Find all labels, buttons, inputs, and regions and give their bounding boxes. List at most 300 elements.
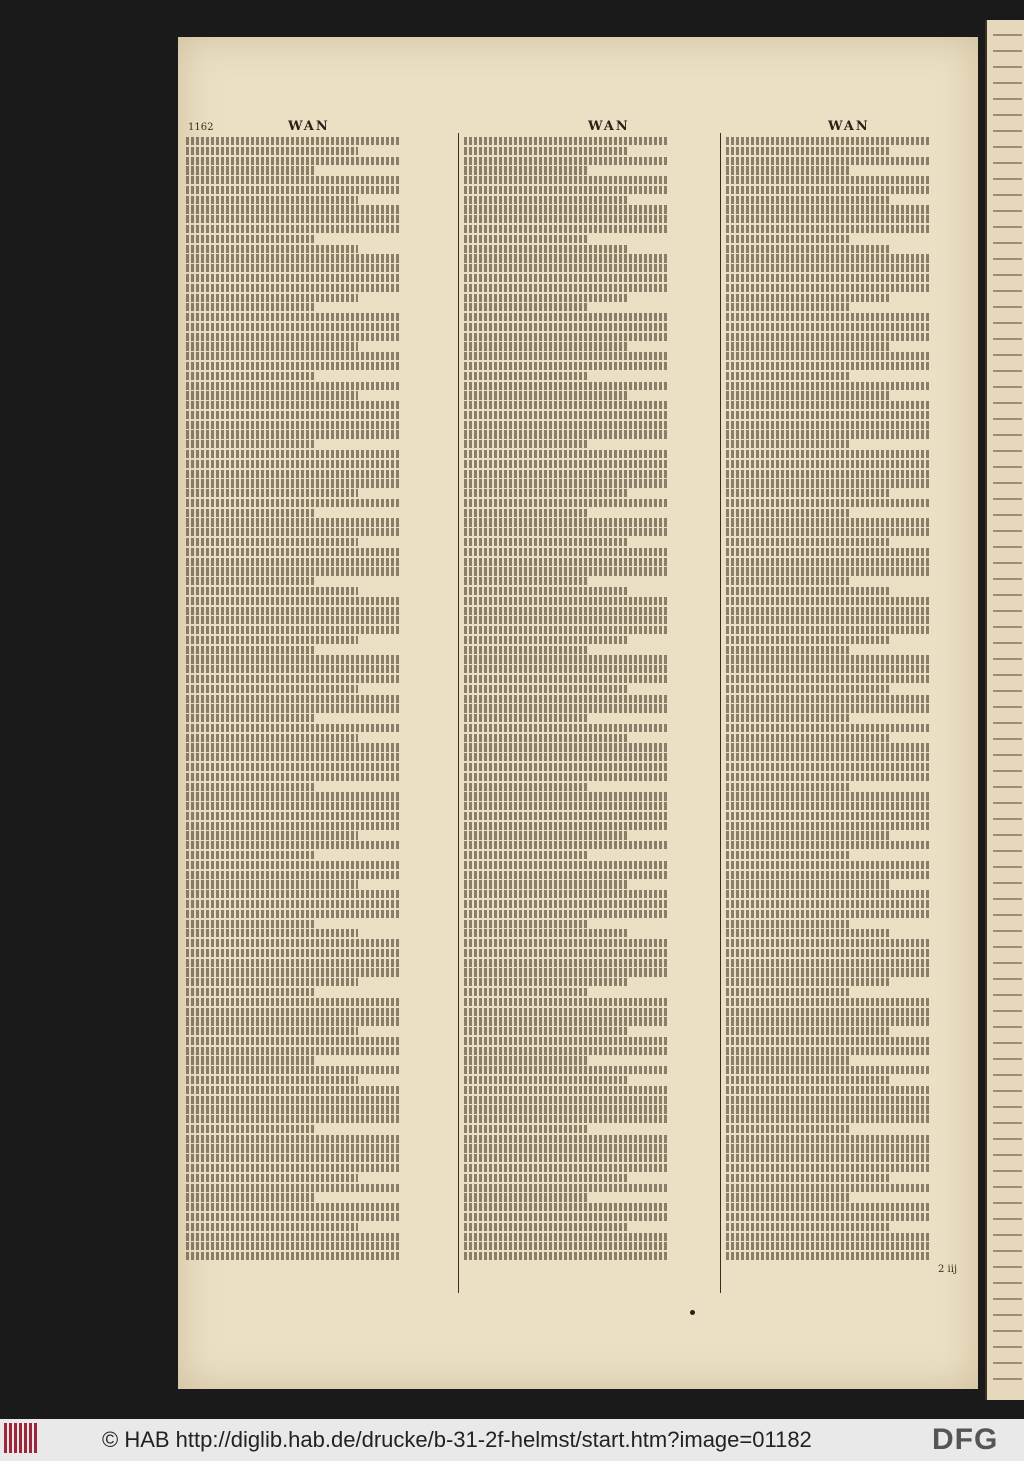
text-line: [464, 1076, 628, 1084]
text-line: [186, 430, 401, 438]
text-line: [186, 313, 401, 321]
text-line: [464, 137, 669, 145]
text-line: [464, 998, 669, 1006]
text-line: [464, 157, 669, 165]
text-line: [726, 430, 931, 438]
text-line: [464, 714, 587, 722]
text-line: [464, 665, 669, 673]
text-line: [726, 607, 931, 615]
text-line: [186, 205, 401, 213]
text-line: [464, 1017, 669, 1025]
text-line: [464, 1096, 669, 1104]
text-line: [726, 303, 849, 311]
text-line: [186, 978, 358, 986]
text-line: [186, 587, 358, 595]
text-line: [464, 910, 669, 918]
text-line: [726, 528, 931, 536]
text-line: [186, 489, 358, 497]
catchword: 2 iij: [938, 1264, 958, 1275]
text-line: [464, 254, 669, 262]
text-line: [186, 949, 401, 957]
text-line: [726, 1233, 931, 1241]
text-line: [993, 450, 1022, 452]
text-line: [464, 1056, 587, 1064]
text-line: [186, 1233, 401, 1241]
text-line: [993, 50, 1022, 52]
text-line: [186, 284, 401, 292]
text-line: [726, 978, 890, 986]
text-line: [464, 264, 669, 272]
text-line: [464, 391, 628, 399]
text-line: [464, 783, 587, 791]
text-line: [464, 880, 628, 888]
text-line: [726, 626, 931, 634]
text-line: [186, 264, 401, 272]
text-line: [726, 724, 931, 732]
text-line: [186, 470, 401, 478]
text-line: [464, 978, 628, 986]
text-line: [726, 1144, 931, 1152]
text-line: [993, 162, 1022, 164]
text-line: [726, 1252, 931, 1260]
text-line: [464, 401, 669, 409]
text-line: [186, 939, 401, 947]
text-line: [993, 626, 1022, 628]
text-line: [726, 988, 849, 996]
text-line: [186, 225, 401, 233]
text-line: [726, 763, 931, 771]
text-line: [726, 460, 931, 468]
text-line: [726, 831, 890, 839]
text-line: [993, 1234, 1022, 1236]
text-line: [186, 323, 401, 331]
text-line: [464, 626, 669, 634]
text-line: [726, 1047, 931, 1055]
text-line: [726, 792, 931, 800]
text-line: [726, 323, 931, 331]
text-line: [726, 137, 931, 145]
text-line: [726, 1037, 931, 1045]
text-line: [726, 675, 931, 683]
text-line: [464, 1193, 587, 1201]
text-line: [726, 333, 931, 341]
text-line: [726, 342, 890, 350]
text-line: [464, 792, 669, 800]
text-line: [726, 587, 890, 595]
text-line: [464, 1105, 669, 1113]
text-line: [186, 577, 315, 585]
text-line: [726, 1164, 931, 1172]
text-line: [186, 479, 401, 487]
text-line: [726, 939, 931, 947]
text-line: [464, 528, 669, 536]
text-line: [726, 577, 849, 585]
text-column-3: [726, 137, 931, 1262]
text-line: [993, 370, 1022, 372]
hab-logo-icon: [4, 1423, 48, 1457]
text-line: [726, 597, 931, 605]
text-line: [726, 186, 931, 194]
text-line: [726, 1135, 931, 1143]
text-line: [186, 675, 401, 683]
text-line: [464, 871, 669, 879]
text-line: [726, 734, 890, 742]
text-line: [464, 284, 669, 292]
text-line: [993, 1266, 1022, 1268]
text-line: [993, 498, 1022, 500]
text-line: [726, 646, 849, 654]
text-line: [186, 1203, 401, 1211]
text-line: [726, 264, 931, 272]
text-line: [186, 342, 358, 350]
text-line: [726, 518, 931, 526]
column-head-3: WAN: [828, 119, 870, 134]
text-line: [726, 1125, 849, 1133]
text-line: [186, 1096, 401, 1104]
text-line: [186, 607, 401, 615]
text-line: [726, 861, 931, 869]
text-line: [726, 802, 931, 810]
dfg-logo: DFG: [932, 1423, 999, 1456]
text-line: [993, 466, 1022, 468]
text-line: [464, 841, 669, 849]
text-line: [993, 722, 1022, 724]
text-line: [464, 1144, 669, 1152]
text-line: [464, 342, 628, 350]
text-line: [726, 1105, 931, 1113]
text-line: [726, 1017, 931, 1025]
text-line: [464, 470, 669, 478]
text-line: [464, 479, 669, 487]
text-line: [993, 658, 1022, 660]
text-line: [464, 597, 669, 605]
text-line: [186, 871, 401, 879]
text-line: [186, 763, 401, 771]
text-line: [464, 743, 669, 751]
text-line: [993, 690, 1022, 692]
text-line: [464, 205, 669, 213]
text-line: [186, 450, 401, 458]
text-line: [726, 254, 931, 262]
text-line: [186, 597, 401, 605]
text-line: [726, 998, 931, 1006]
text-line: [726, 616, 931, 624]
text-line: [464, 773, 669, 781]
text-line: [186, 783, 315, 791]
text-line: [993, 1314, 1022, 1316]
text-line: [186, 890, 401, 898]
text-line: [993, 850, 1022, 852]
text-line: [726, 196, 890, 204]
text-line: [186, 959, 401, 967]
text-line: [186, 509, 315, 517]
text-line: [464, 186, 669, 194]
text-line: [464, 636, 628, 644]
text-line: [726, 1027, 890, 1035]
text-line: [993, 834, 1022, 836]
text-line: [186, 1242, 401, 1250]
text-line: [993, 322, 1022, 324]
text-line: [186, 528, 401, 536]
text-line: [186, 1076, 358, 1084]
text-line: [726, 665, 931, 673]
text-line: [993, 914, 1022, 916]
text-line: [464, 851, 587, 859]
text-line: [464, 577, 587, 585]
text-line: [186, 362, 401, 370]
text-line: [186, 303, 315, 311]
text-line: [726, 1066, 931, 1074]
text-line: [726, 352, 931, 360]
text-line: [186, 861, 401, 869]
text-line: [186, 333, 401, 341]
adjacent-page-edge: [985, 20, 1024, 1400]
text-line: [464, 929, 628, 937]
text-line: [993, 786, 1022, 788]
text-line: [993, 354, 1022, 356]
text-line: [726, 313, 931, 321]
text-line: [726, 489, 890, 497]
text-line: [726, 274, 931, 282]
text-line: [993, 962, 1022, 964]
text-line: [726, 968, 931, 976]
text-line: [186, 196, 358, 204]
text-line: [186, 1144, 401, 1152]
text-line: [186, 1086, 401, 1094]
text-line: [186, 411, 401, 419]
text-line: [993, 1170, 1022, 1172]
text-line: [464, 294, 628, 302]
text-line: [464, 489, 628, 497]
text-line: [726, 411, 931, 419]
text-line: [186, 724, 401, 732]
text-line: [726, 205, 931, 213]
text-line: [993, 1298, 1022, 1300]
text-line: [726, 714, 849, 722]
text-line: [186, 421, 401, 429]
text-line: [726, 372, 849, 380]
text-line: [464, 1174, 628, 1182]
text-line: [186, 1164, 401, 1172]
page-dot: [690, 1310, 695, 1315]
text-line: [464, 655, 669, 663]
text-line: [993, 594, 1022, 596]
text-line: [186, 655, 401, 663]
text-line: [726, 636, 890, 644]
text-line: [464, 382, 669, 390]
text-line: [464, 685, 628, 693]
text-line: [993, 306, 1022, 308]
text-line: [186, 567, 401, 575]
text-line: [186, 773, 401, 781]
text-line: [464, 1213, 669, 1221]
text-line: [993, 562, 1022, 564]
text-line: [186, 538, 358, 546]
text-line: [993, 1090, 1022, 1092]
text-line: [726, 1203, 931, 1211]
text-line: [993, 754, 1022, 756]
text-line: [186, 274, 401, 282]
text-line: [993, 818, 1022, 820]
text-line: [993, 674, 1022, 676]
text-line: [464, 890, 669, 898]
text-line: [464, 558, 669, 566]
text-line: [464, 509, 587, 517]
text-line: [464, 763, 669, 771]
text-line: [464, 1135, 669, 1143]
column-rule: [458, 133, 459, 1293]
text-line: [993, 418, 1022, 420]
text-line: [726, 450, 931, 458]
text-line: [993, 1122, 1022, 1124]
text-line: [726, 1213, 931, 1221]
text-line: [464, 518, 669, 526]
text-line: [726, 1076, 890, 1084]
text-line: [726, 245, 890, 253]
text-line: [464, 440, 587, 448]
text-line: [186, 734, 358, 742]
text-line: [993, 882, 1022, 884]
text-line: [186, 1184, 401, 1192]
text-line: [993, 1218, 1022, 1220]
text-line: [993, 706, 1022, 708]
text-line: [726, 1056, 849, 1064]
text-line: [993, 178, 1022, 180]
text-line: [726, 1154, 931, 1162]
viewer-footer: [0, 1419, 1024, 1461]
text-line: [186, 831, 358, 839]
text-line: [464, 1203, 669, 1211]
text-line: [464, 430, 669, 438]
page-number: 1162: [188, 122, 214, 133]
text-line: [186, 245, 358, 253]
text-line: [726, 548, 931, 556]
text-line: [186, 1066, 401, 1074]
text-line: [186, 1154, 401, 1162]
book-page: [178, 37, 978, 1389]
text-line: [726, 880, 890, 888]
text-line: [464, 802, 669, 810]
text-line: [186, 372, 315, 380]
text-line: [186, 1037, 401, 1045]
text-line: [993, 1154, 1022, 1156]
text-line: [464, 900, 669, 908]
text-line: [464, 499, 669, 507]
text-line: [186, 1105, 401, 1113]
text-line: [464, 303, 587, 311]
text-line: [186, 665, 401, 673]
text-line: [464, 313, 669, 321]
text-line: [186, 1135, 401, 1143]
text-line: [993, 290, 1022, 292]
text-line: [464, 607, 669, 615]
text-line: [464, 1154, 669, 1162]
text-line: [464, 1242, 669, 1250]
text-line: [993, 1250, 1022, 1252]
text-line: [464, 196, 628, 204]
text-line: [186, 851, 315, 859]
column-rule: [720, 133, 721, 1293]
text-line: [726, 235, 849, 243]
text-line: [464, 450, 669, 458]
text-line: [993, 770, 1022, 772]
text-line: [186, 920, 315, 928]
text-line: [993, 82, 1022, 84]
text-line: [186, 626, 401, 634]
text-line: [464, 274, 669, 282]
text-line: [464, 411, 669, 419]
text-line: [726, 1008, 931, 1016]
text-line: [464, 920, 587, 928]
text-line: [186, 1017, 401, 1025]
text-line: [464, 245, 628, 253]
text-line: [726, 362, 931, 370]
text-line: [726, 841, 931, 849]
text-line: [726, 421, 931, 429]
text-line: [993, 226, 1022, 228]
text-line: [464, 215, 669, 223]
text-line: [464, 362, 669, 370]
text-line: [464, 831, 628, 839]
text-line: [464, 460, 669, 468]
text-line: [726, 499, 931, 507]
text-column-2: [464, 137, 669, 1262]
text-line: [186, 968, 401, 976]
text-line: [993, 1186, 1022, 1188]
text-line: [993, 898, 1022, 900]
text-line: [186, 548, 401, 556]
text-line: [464, 1184, 669, 1192]
text-line: [186, 743, 401, 751]
text-line: [726, 685, 890, 693]
text-line: [186, 695, 401, 703]
text-line: [464, 939, 669, 947]
text-line: [186, 929, 358, 937]
text-line: [186, 1047, 401, 1055]
text-line: [726, 479, 931, 487]
text-line: [464, 959, 669, 967]
text-line: [993, 1378, 1022, 1380]
text-line: [726, 704, 931, 712]
text-line: [993, 1010, 1022, 1012]
text-line: [186, 1213, 401, 1221]
text-line: [993, 210, 1022, 212]
text-line: [993, 1026, 1022, 1028]
text-line: [464, 548, 669, 556]
text-line: [726, 783, 849, 791]
text-line: [726, 284, 931, 292]
text-line: [186, 1223, 358, 1231]
text-line: [993, 866, 1022, 868]
text-line: [993, 1330, 1022, 1332]
text-line: [726, 538, 890, 546]
text-line: [464, 822, 669, 830]
text-line: [993, 34, 1022, 36]
text-line: [993, 130, 1022, 132]
text-line: [726, 1096, 931, 1104]
text-line: [726, 225, 931, 233]
text-line: [186, 382, 401, 390]
text-line: [186, 1193, 315, 1201]
text-line: [186, 294, 358, 302]
text-line: [186, 235, 315, 243]
text-line: [186, 802, 401, 810]
text-line: [993, 546, 1022, 548]
text-line: [186, 1125, 315, 1133]
text-line: [464, 949, 669, 957]
text-line: [186, 391, 358, 399]
text-line: [464, 421, 669, 429]
